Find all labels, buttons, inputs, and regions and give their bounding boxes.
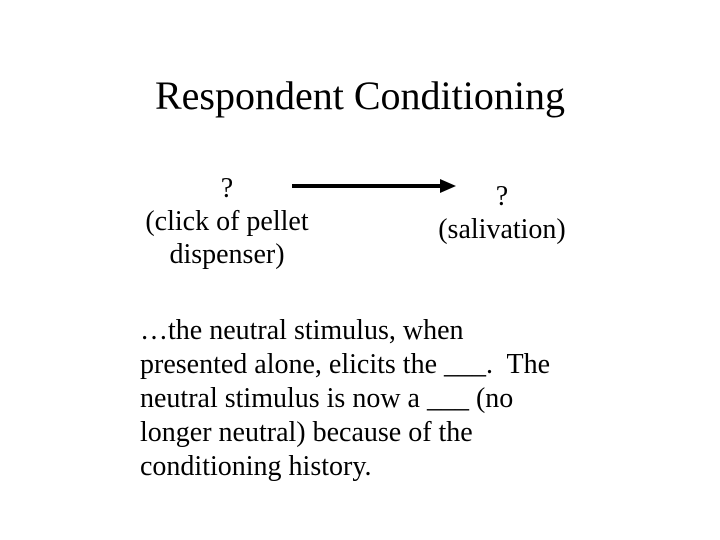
response-question-mark: ?	[495, 181, 509, 212]
slide-title: Respondent Conditioning	[155, 73, 565, 118]
slide-body-text	[140, 314, 620, 484]
body-line-4: longer neutral) because of the	[140, 417, 473, 448]
body-line-3: neutral stimulus is now a ___ (no	[140, 383, 514, 414]
response-label: (salivation)	[438, 214, 566, 245]
stimulus-label-line-2: dispenser)	[169, 239, 285, 270]
body-line-1: …the neutral stimulus, when	[140, 315, 464, 346]
stimulus-label-line-1: (click of pellet	[145, 206, 309, 237]
body-line-2: presented alone, elicits the ___. The	[140, 349, 551, 380]
response-block	[410, 180, 594, 246]
body-line-5: conditioning history.	[140, 451, 372, 482]
stimulus-question-mark: ?	[220, 173, 234, 204]
